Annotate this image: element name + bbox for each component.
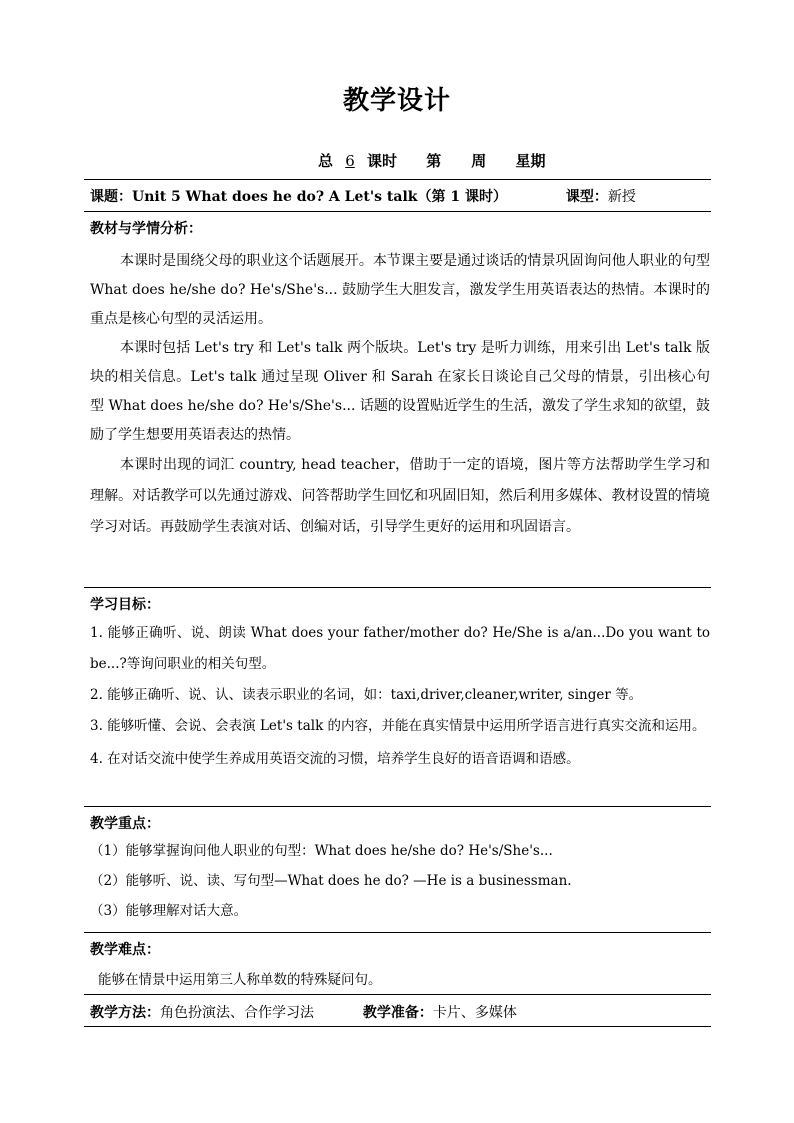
rule-key-points [84,932,711,933]
rule-difficulties [84,994,711,995]
total-label: 总 [318,152,334,170]
goal-item: 3. 能够听懂、会说、会表演 Let's talk 的内容，并能在真实情景中运用所学语言进行真实交流和运用。 [90,718,706,734]
rule-lesson [84,211,711,212]
key-points-section [90,813,710,926]
goal-item: 1. 能够正确听、说、朗读 What does your father/mother do? He/She is a/an...Do you want to be...?等询问职业的相关句型。 [90,625,710,672]
goals-section [90,594,710,775]
table-bottom-rule [84,1026,711,1027]
topic-value: Unit 5 What does he do? A Let's talk（第 1 课时） [132,189,507,205]
difficulties-text: 能够在情景中运用第三人称单数的特殊疑问句。 [98,972,382,988]
key-point-item: （2）能够听、说、读、写句型—What does he do? —He is a businessman. [90,873,572,889]
key-point-item: （3）能够理解对话大意。 [90,903,248,919]
table-top-rule [84,179,711,180]
lesson-row [90,186,710,206]
analysis-section [90,218,710,543]
goal-item: 2. 能够正确听、说、认、读表示职业的名词，如：taxi,driver,cleaner,writer, singer 等。 [90,687,643,703]
schedule-line [318,150,578,171]
week-label: 周 [471,152,487,170]
difficulties-section [90,939,710,995]
weekday-label: 星期 [515,152,546,170]
key-point-item: （1）能够掌握询问他人职业的句型：What does he/she do? He's/She's... [90,843,553,859]
prep-value: 卡片、多媒体 [432,1005,517,1021]
methods-row [90,1002,710,1022]
week-prefix-label: 第 [426,152,442,170]
method-label: 教学方法： [90,1005,160,1021]
rule-analysis [84,587,711,588]
goals-heading: 学习目标： [90,597,160,613]
total-value: 6 [345,152,355,170]
rule-goals [84,806,711,807]
analysis-paragraph: 本课时包括 Let's try 和 Let's talk 两个版块。Let's try 是听力训练，用来引出 Let's talk 版块的相关信息。Let's talk 通过呈现 Oliver 和 Sarah 在家长日谈论自己父母的情景，引出核心句型 What does he/she do? He's/She's... 话题的设置贴近学生的生活，激发了学生求知的欲望，鼓励了学生想要用英语表达的热情。 [90,340,710,443]
prep-label: 教学准备： [362,1005,433,1021]
difficulties-heading: 教学难点： [90,942,160,958]
analysis-heading: 教材与学情分析： [90,221,202,237]
topic-label: 课题： [90,189,132,205]
key-points-heading: 教学重点： [90,816,160,832]
method-value: 角色扮演法、合作学习法 [160,1005,314,1021]
analysis-paragraph: 本课时出现的词汇 country, head teacher，借助于一定的语境，图片等方法帮助学生学习和理解。对话教学可以先通过游戏、问答帮助学生回忆和巩固旧知，然后利用多媒体、教材设置的情境学习对话。再鼓励学生表演对话、创编对话，引导学生更好的运用和巩固语言。 [90,457,710,535]
period-label: 课时 [367,152,398,170]
type-value: 新授 [607,189,636,205]
analysis-paragraph: 本课时是围绕父母的职业这个话题展开。本节课主要是通过谈话的情景巩固询问他人职业的句型 What does he/she do? He's/She's... 鼓励学生大胆发言，激发学生用英语表达的热情。本课时的重点是核心句型的灵活运用。 [90,253,710,327]
goal-item: 4. 在对话交流中使学生养成用英语交流的习惯，培养学生良好的语音语调和语感。 [90,751,580,767]
page-title: 教学设计 [342,86,451,116]
type-label: 课型： [565,189,608,205]
